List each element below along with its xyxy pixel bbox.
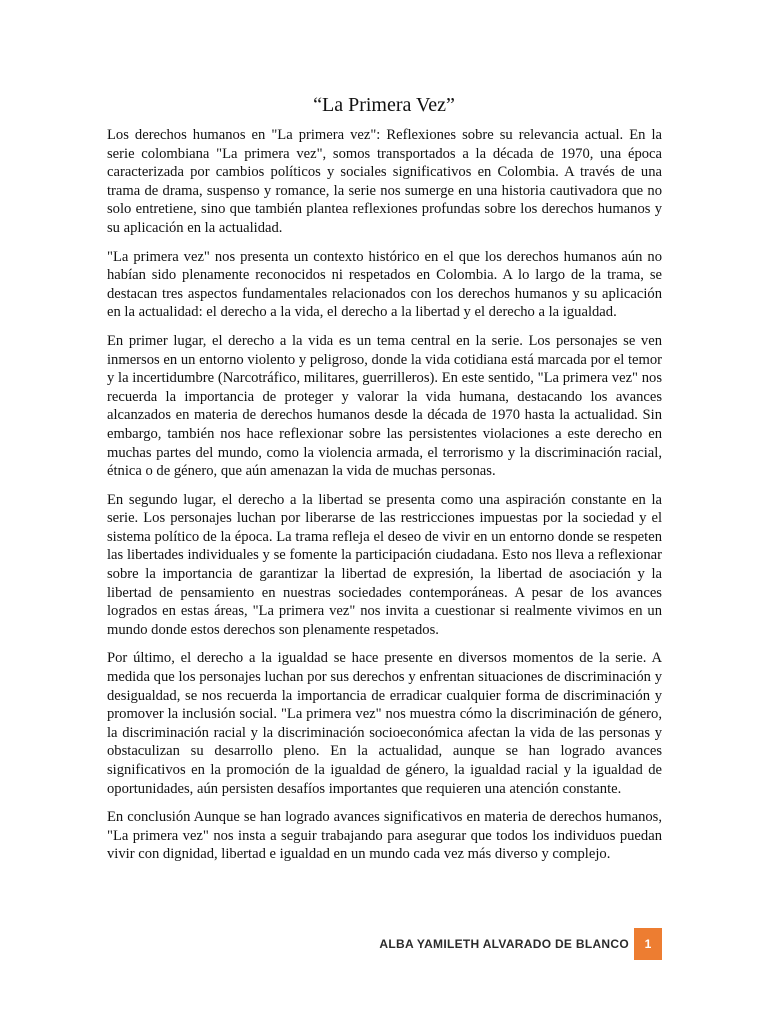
- footer-author: ALBA YAMILETH ALVARADO DE BLANCO: [379, 937, 629, 951]
- paragraph: Por último, el derecho a la igualdad se hace presente en diversos momentos de la serie. A medida que los personajes luchan por sus derechos y enfrentan situaciones de discriminación y desigualdad, se nos recuerda la importancia de erradicar cualquier forma de discriminación y promover la inclusión social. "La primera vez" nos muestra cómo la discriminación de género, la discriminación racial y la discriminación socioeconómica afectan la vida de las personas y obstaculizan su desarrollo pleno. En la actualidad, aunque se han logrado avances significativos en la promoción de la igualdad de género, la igualdad racial y la igualdad de oportunidades, aún persisten desafíos importantes que requieren una atención constante.: [107, 650, 662, 797]
- page-footer: [379, 928, 662, 960]
- paragraph: Los derechos humanos en "La primera vez": Reflexiones sobre su relevancia actual. En la serie colombiana "La primera vez", somos transportados a la década de 1970, una época caracterizada por cambios políticos y sociales significativos en Colombia. A través de una trama de drama, suspenso y romance, la serie nos sumerge en una historia cautivadora que no solo entretiene, sino que también plantea reflexiones profundas sobre los derechos humanos y su aplicación en la actualidad.: [107, 127, 662, 236]
- paragraph: En segundo lugar, el derecho a la libertad se presenta como una aspiración constante en la serie. Los personajes luchan por liberarse de las restricciones impuestas por la sociedad y el sistema político de la época. La trama refleja el deseo de vivir en un entorno donde se respeten las libertades individuales y se fomente la participación ciudadana. Esto nos lleva a reflexionar sobre la importancia de garantizar la libertad de expresión, la libertad de asociación y la libertad de pensamiento en nuestras sociedades contemporáneas. A pesar de los avances logrados en estas áreas, "La primera vez" nos invita a cuestionar si realmente vivimos en un mundo donde estos derechos son plenamente respetados.: [107, 491, 662, 638]
- page-number-badge: 1: [634, 928, 662, 960]
- page-title: “La Primera Vez”: [313, 94, 455, 116]
- paragraph: En primer lugar, el derecho a la vida es un tema central en la serie. Los personajes se ven inmersos en un entorno violento y peligroso, donde la vida cotidiana está marcada por el temor y la incertidumbre (Narcotráfico, militares, guerrilleros). En este sentido, "La primera vez" nos recuerda la importancia de proteger y valorar la vida humana, destacando los avances alcanzados en materia de derechos humanos desde la década de 1970 hasta la actualidad. Sin embargo, también nos hace reflexionar sobre las persistentes violaciones a este derecho en muchas partes del mundo, como la violencia armada, el terrorismo y la discriminación racial, étnica o de género, que aún amenazan la vida de muchas personas.: [107, 332, 662, 480]
- paragraph: "La primera vez" nos presenta un contexto histórico en el que los derechos humanos aún no habían sido plenamente reconocidos ni respetados en Colombia. A lo largo de la trama, se destacan tres aspectos fundamentales relacionados con los derechos humanos y su aplicación en la actualidad: el derecho a la vida, el derecho a la libertad y el derecho a la igualdad.: [107, 248, 662, 321]
- document-body: [107, 126, 662, 874]
- paragraph: En conclusión Aunque se han logrado avances significativos en materia de derechos humanos, "La primera vez" nos insta a seguir trabajando para asegurar que todos los individuos puedan vivir con dignidad, libertad e igualdad en un mundo cada vez más diverso y complejo.: [107, 809, 662, 863]
